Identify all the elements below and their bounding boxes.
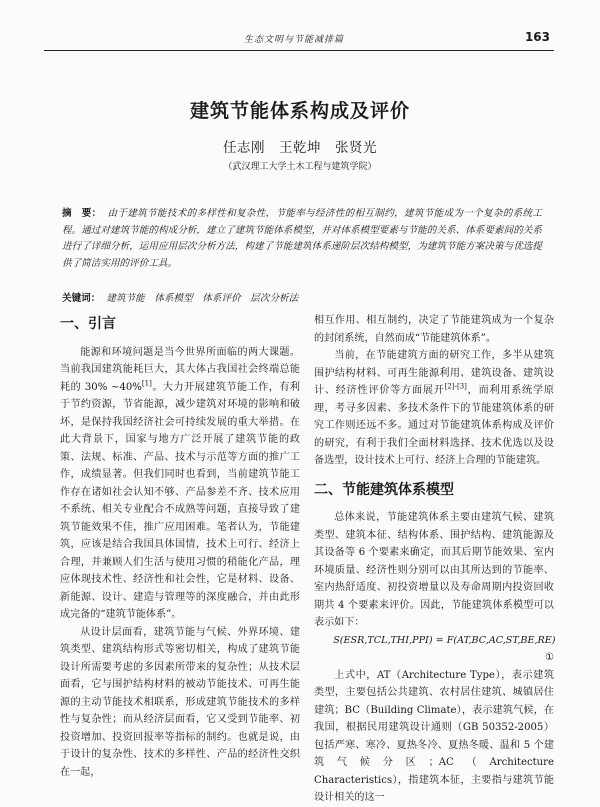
paragraph: 相互作用、相互制约，决定了节能建筑成为一个复杂的封闭系统，自然而成“节能建筑体系”。: [314, 315, 554, 344]
equation-number: ①: [544, 652, 554, 663]
paper-title: 建筑节能体系构成及评价: [189, 100, 410, 122]
keywords-label: 关键词：: [62, 293, 101, 304]
affiliation: （武汉理工大学土木工程与建筑学院）: [223, 162, 377, 172]
paragraph-text: 。大力开展建筑节能工作，有利于节约资源，节省能源，减少建筑对环境的影响和破坏，是保持我国经济社会可持续发展的重大举措。在此大背景下，国家与地方广泛开展了建筑节能的政策、法规、标准、产品、技术与示范等方面的推广工作，成绩显著。但我们同时也看到，当前建筑节能工作存在诸如社会认知不够、产品参差不齐、技术应用不系统、相关专业配合不成熟等问题，直接导致了建筑节能效果不佳，推广应用困难。笔者认为，节能建筑，应该是结合我国具体国情，技术上可行、经济上合理，并兼顾人们生活与使用习惯的稍能化产品，理应体现技术性、经济性和社会性，它是材料、设备、新能源、设计、建造与管理等的深度融合，并由此形成完备的“建筑节能体系”。: [60, 381, 301, 620]
authors: 任志刚 王乾坤 张贤光: [223, 140, 377, 156]
paragraph: 上式中，AT（Architecture Type），表示建筑类型，主要包括公共建筑、农村居住建筑、城镇居住建筑；BC（Building Climate），表示建筑气候，在我国，根据民用建筑设计通则（GB 50352-2005）包括严寒、寒冷、夏热冬冷、夏热冬暖、温和 5 个建筑气候分区；AC（Architecture Characteristics），指建筑本征，主要指与建筑节能设计相关的这一: [314, 669, 554, 803]
paragraph: 从设计层面看，建筑节能与气候、外界环境、建筑类型、建筑结构形式等密切相关，构成了建筑节能设计所需要考虑的多因素所带来的复杂性；从技术层面看，它与围护结构材料的被动节能技术、可再生能源的主动节能技术相联系，形成建筑节能技术的多样性与复杂性；而从经济层面看，它又受到节能率、初投资增加、投资回报率等指标的制约。也就是说，由于设计的复杂性、技术的多样性、产品的经济性交织在一起，: [60, 626, 300, 778]
right-column: [314, 312, 554, 807]
keywords-text: 建筑节能 体系模型 体系评价 层次分析法: [106, 293, 299, 304]
paragraph: 总体来说，节能建筑体系主要由建筑气候、建筑类型、建筑本征、结构体系、围护结构、建筑能源及其设备等 6 个要素来确定，而其后期节能效果、室内环境质量、经济性则分别可以由其所达到的节能率、室内热舒适度、初投资增量以及寿命周期内投资回收期共 4 个要素来评价。因此，节能建筑体系模型可以表示如下：: [314, 512, 554, 628]
citation: [1]: [141, 379, 152, 388]
abstract: [62, 206, 542, 272]
page-number: 163: [524, 30, 550, 44]
left-column: [60, 312, 300, 781]
paragraph-text: 能源和环境问题是当今世界所面临的两大课题。当前我国建筑能耗巨大，其大体占我国社会终端总能耗的 30% ~40%: [60, 346, 300, 393]
abstract-text: 由于建筑节能技术的多样性和复杂性，节能率与经济性的相互制约，建筑节能成为一个复杂的系统工程。通过对建筑节能的构成分析，建立了建筑节能体系模型，并对体系模型要素与节能的关系、体系要素间的关系进行了详细分析，运用应用层次分析方法，构建了节能建筑体系递阶层次结构模型，为建筑节能方案决策与优选提供了简洁实用的评价工具。: [62, 208, 543, 269]
running-title: 生态文明与节能减排篇: [244, 35, 345, 45]
keywords: [62, 290, 542, 304]
paragraph-text: 当前，在节能建筑方面的研究工作，多半从建筑围护结构材料、可再生能源利用、建筑设备、建筑设计、经济性评价等方面展开: [314, 350, 554, 396]
abstract-label: 摘 要：: [62, 208, 102, 219]
running-head: [44, 30, 550, 48]
paragraph: [60, 344, 300, 624]
section-heading-model: 二、节能建筑体系模型: [314, 481, 454, 498]
paragraph: [314, 347, 554, 470]
header-rule: [44, 50, 554, 51]
citation: [2]-[3]: [444, 382, 467, 391]
paragraph-text: ，而利用系统学原理，考寻多因素、多技术条件下的节能建筑体系的研究工作则还远不多。通过对节能建筑体系构成及评价的研究，有利于我们全面材料选择、技术优选以及设备选型，设计技术上可行、经济上合理的节能建筑。: [314, 385, 555, 466]
section-heading-introduction: 一、引言: [60, 316, 116, 332]
formula: S(ESR,TCL,THI,PPI) = F(AT,BC,AC,ST,BE,RE): [333, 634, 556, 646]
